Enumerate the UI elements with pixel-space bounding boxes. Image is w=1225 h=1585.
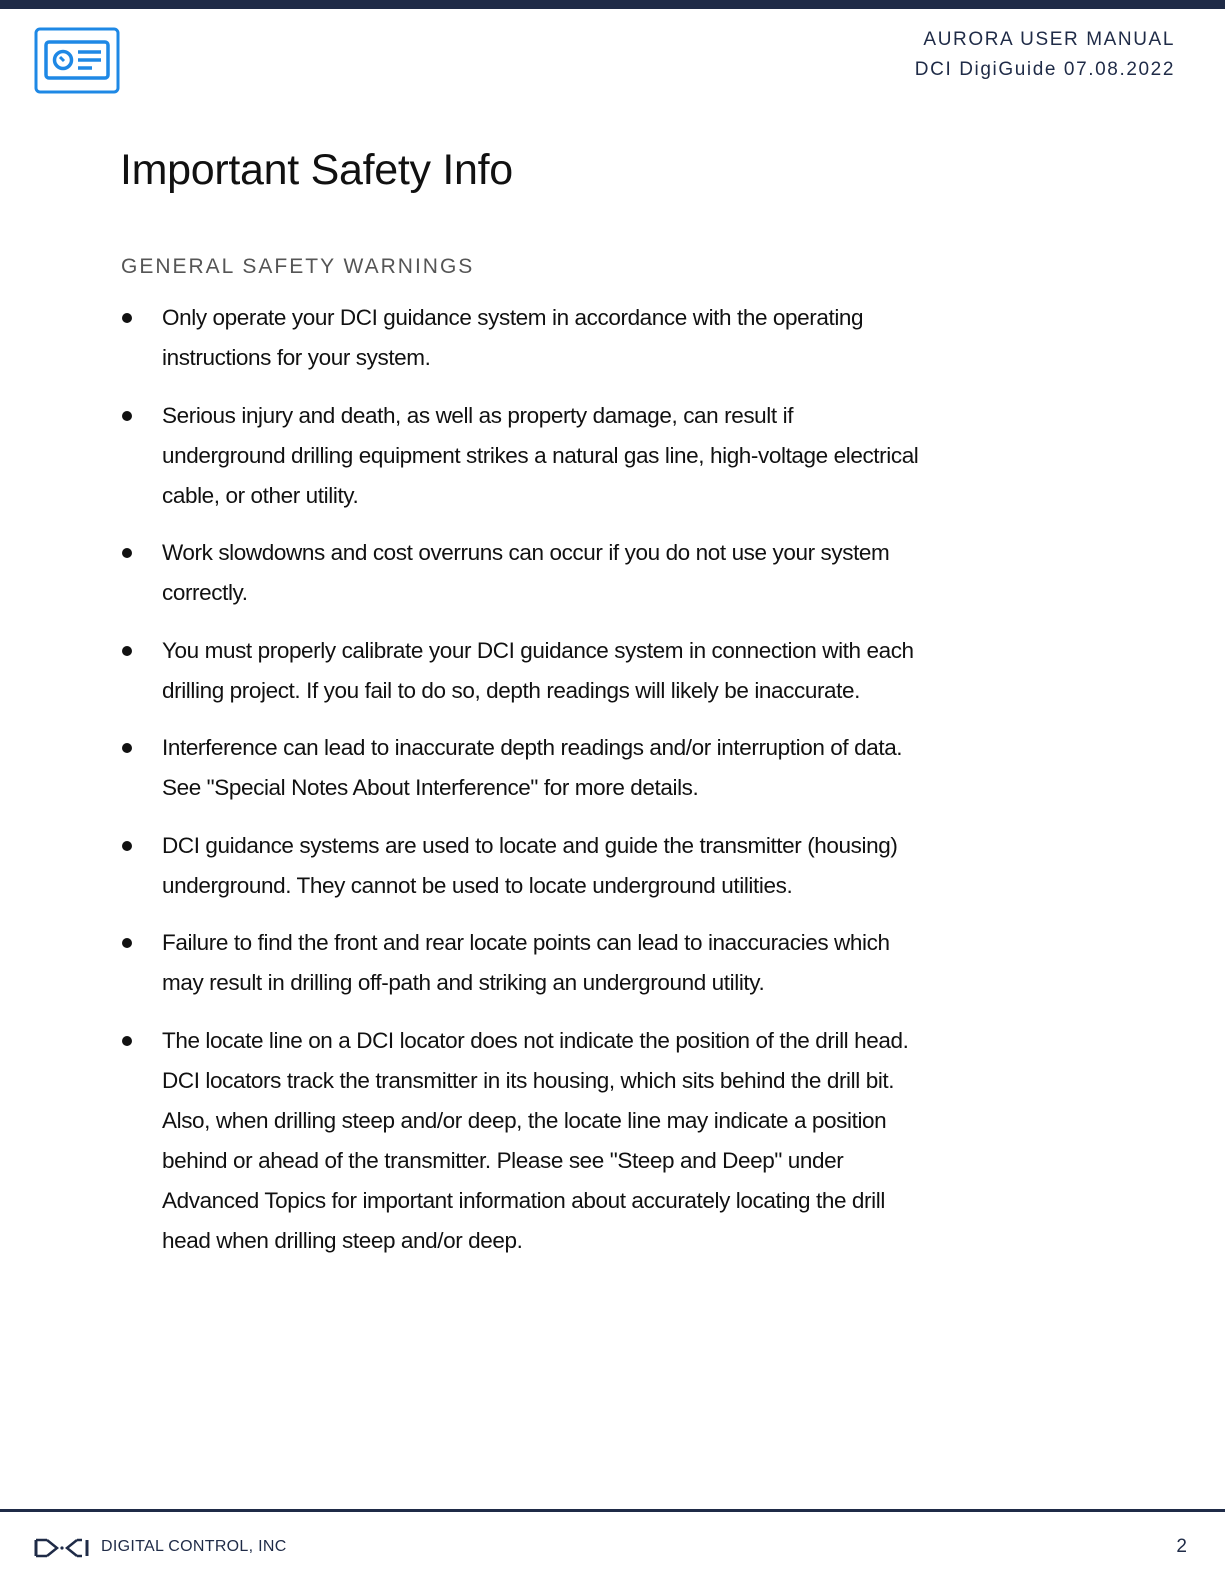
bullet-icon	[122, 313, 132, 323]
bullet-icon	[122, 411, 132, 421]
header-text	[915, 25, 1175, 85]
page-number: 2	[1176, 1536, 1187, 1557]
bullet-icon	[122, 1036, 132, 1046]
bullet-icon	[122, 548, 132, 558]
list-item	[120, 631, 920, 711]
list-item	[120, 533, 920, 613]
top-rule	[0, 0, 1225, 9]
list-item-text: Serious injury and death, as well as property damage, can result if underground drilling equipment strikes a natural gas line, high-voltage electrical cable, or other utility.	[162, 402, 919, 508]
list-item	[120, 396, 920, 516]
list-item	[120, 923, 920, 1003]
list-item-text: DCI guidance systems are used to locate and guide the transmitter (housing) underground. They cannot be used to locate underground utilities.	[162, 832, 898, 898]
footer-company: DIGITAL CONTROL, INC	[101, 1538, 287, 1555]
list-item	[120, 826, 920, 906]
list-item-text: Interference can lead to inaccurate depth readings and/or interruption of data. See "Special Notes About Interference" for more details.	[162, 735, 903, 800]
page-title: Important Safety Info	[120, 146, 513, 194]
bullet-icon	[122, 743, 132, 753]
list-item	[120, 728, 920, 808]
section-heading: GENERAL SAFETY WARNINGS	[121, 255, 475, 278]
bullet-icon	[122, 841, 132, 851]
footer-rule	[0, 1509, 1225, 1512]
list-item-text: Work slowdowns and cost overruns can occur if you do not use your system correctly.	[162, 540, 890, 605]
bullet-icon	[122, 646, 132, 656]
id-card-icon	[34, 27, 120, 94]
manual-title: AURORA USER MANUAL	[923, 29, 1175, 50]
list-item	[120, 1021, 920, 1261]
list-item	[120, 298, 920, 378]
bullet-icon	[122, 938, 132, 948]
dci-logo-icon	[34, 1537, 90, 1559]
manual-version: DCI DigiGuide 07.08.2022	[914, 59, 1175, 80]
list-item-text: You must properly calibrate your DCI guidance system in connection with each drilling project. If you fail to do so, depth readings will likely be inaccurate.	[162, 637, 914, 703]
list-item-text: Failure to find the front and rear locate points can lead to inaccuracies which may result in drilling off-path and striking an underground utility.	[162, 930, 890, 995]
list-item-text: Only operate your DCI guidance system in accordance with the operating instructions for your system.	[162, 305, 864, 370]
list-item-text: The locate line on a DCI locator does not indicate the position of the drill head. DCI locators track the transmitter in its housing, which sits behind the drill bit. Also, when drilling steep and/or deep, the locate line may indicate a position behind or ahead of the transmitter. Please see "Steep and Deep" under Advanced Topics for important information about accurately locating the drill head when drilling steep and/or deep.	[162, 1027, 909, 1253]
safety-warnings-list	[120, 298, 920, 1278]
